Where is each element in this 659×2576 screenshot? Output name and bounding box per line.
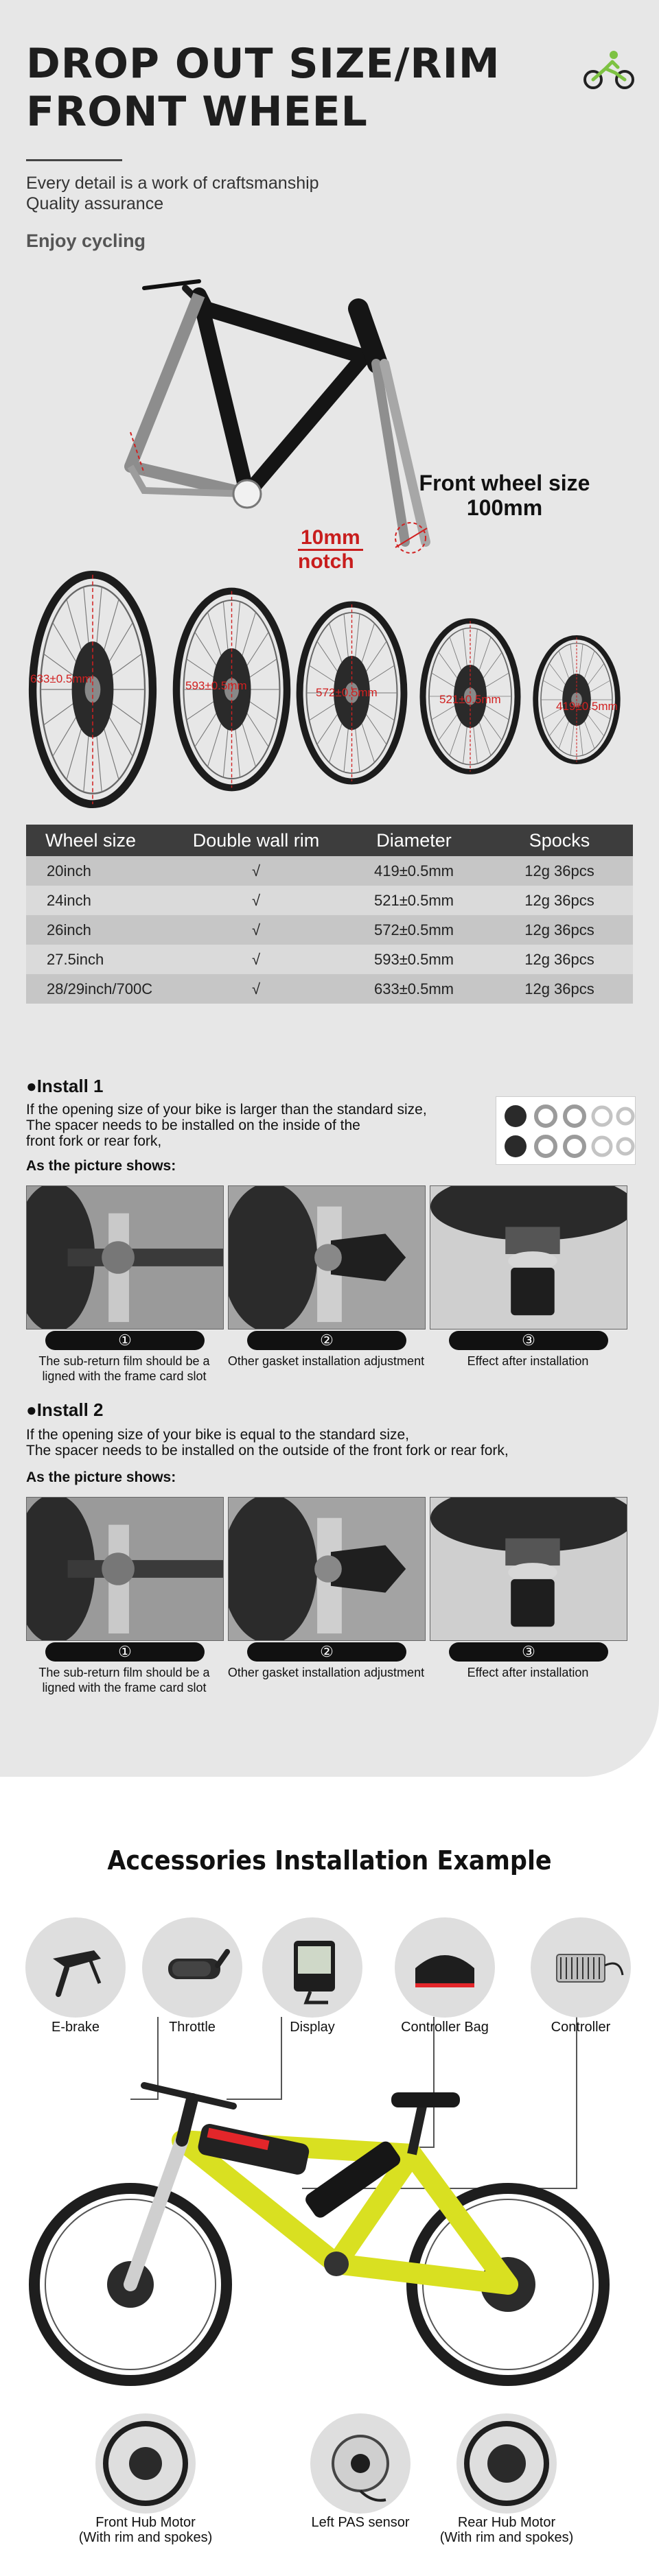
install2-step-3-caption (428, 1665, 627, 1680)
caption-line: The sub-return film should be a (38, 1354, 210, 1368)
wheel-4 (419, 617, 522, 775)
accessory-label-line: Left PAS sensor (311, 2515, 410, 2530)
install1-step-1-caption (25, 1354, 224, 1384)
install2-step-2-caption (227, 1665, 426, 1680)
rear-hub-motor-icon (456, 2413, 557, 2514)
install1-step-1-photo (26, 1185, 224, 1330)
cell-spocks: 12g 36pcs (524, 891, 594, 909)
caption-line: Effect after installation (467, 1666, 589, 1679)
cell-wheel-size: 27.5inch (47, 950, 104, 968)
install-2-shows: As the picture shows: (26, 1469, 176, 1485)
cell-double-wall-rim: √ (251, 891, 261, 909)
title-line-2: FRONT WHEEL (26, 88, 368, 136)
install-1-text-line-1: If the opening size of your bike is larger than the standard size, (26, 1102, 427, 1118)
spacer-parts-image (496, 1096, 636, 1165)
front-wheel-size (412, 471, 597, 520)
install2-step-2-photo (228, 1497, 426, 1641)
wheel-diameter-label: 419±0.5mm (556, 700, 618, 713)
notch-size: 10mm (298, 527, 363, 551)
title-line-1: DROP OUT SIZE/RIM (26, 40, 500, 88)
accessory-label-line: Rear Hub Motor (457, 2515, 556, 2530)
cell-wheel-size: 28/29inch/700C (47, 980, 153, 997)
cell-diameter: 593±0.5mm (373, 950, 454, 968)
install-1-text-line-2: The spacer needs to be installed on the inside of the (26, 1118, 360, 1133)
header-double-wall-rim: Double wall rim (192, 829, 320, 851)
wheel-diameter-label: 572±0.5mm (316, 686, 378, 699)
cyclist-icon (582, 49, 637, 91)
wheel-2 (172, 587, 292, 792)
install-2-text-line-2: The spacer needs to be installed on the outside of the front fork or rear fork, (26, 1443, 509, 1458)
wheel-1 (27, 569, 158, 810)
bike-frame-image (103, 268, 460, 576)
accessory-label: Display (290, 2020, 335, 2035)
wheel-5 (532, 635, 621, 765)
accessories-title: Accessories Installation Example (107, 1845, 552, 1876)
install-2-text (26, 1427, 509, 1458)
install1-step-2-number: ② (247, 1331, 406, 1350)
notch-label: notch (298, 550, 354, 573)
install1-step-3-photo (430, 1185, 627, 1330)
accessory-label: Controller (551, 2020, 611, 2035)
table-row (26, 974, 633, 1004)
table-row (26, 945, 633, 974)
install2-step-1-number: ① (45, 1642, 205, 1662)
install-1-heading: ●Install 1 (26, 1076, 104, 1096)
lcd-display-icon (262, 1917, 362, 2018)
install2-step-1-caption (25, 1665, 224, 1695)
accessory-label: E-brake (51, 2020, 100, 2035)
front-hub-motor-icon (95, 2413, 196, 2514)
caption-line: Other gasket installation adjustment (227, 1666, 425, 1679)
install2-step-2-number: ② (247, 1642, 406, 1662)
install1-step-2-photo (228, 1185, 426, 1330)
table-header (26, 825, 633, 856)
caption-line: ligned with the frame card slot (42, 1369, 207, 1383)
cell-double-wall-rim: √ (251, 862, 261, 879)
tagline-line-2: Quality assurance (26, 194, 164, 213)
spec-table (26, 825, 633, 1004)
wheel-diameter-label: 521±0.5mm (439, 693, 501, 706)
table-row (26, 856, 633, 886)
accessory-label (77, 2515, 214, 2545)
caption-line: Other gasket installation adjustment (227, 1354, 425, 1368)
tagline-line-1: Every detail is a work of craftsmanship (26, 174, 319, 193)
accessory-label-line: Front Hub Motor (95, 2515, 196, 2530)
controller-icon (531, 1917, 631, 2018)
wheel-diameter-label: 633±0.5mm (30, 672, 92, 685)
install1-step-2-caption (227, 1354, 426, 1369)
page-title (26, 40, 500, 136)
cell-diameter: 633±0.5mm (373, 980, 454, 997)
throttle-icon (142, 1917, 242, 2018)
install2-step-3-photo (430, 1497, 627, 1641)
table-row (26, 886, 633, 915)
cell-double-wall-rim: √ (251, 950, 261, 968)
install-2-heading: ●Install 2 (26, 1399, 104, 1420)
cell-wheel-size: 24inch (47, 891, 91, 909)
header-wheel-size: Wheel size (45, 829, 137, 851)
accessory-label (438, 2515, 575, 2545)
caption-line: ligned with the frame card slot (42, 1681, 207, 1694)
cell-diameter: 572±0.5mm (373, 921, 454, 938)
install-1-text-line-3: front fork or rear fork, (26, 1133, 162, 1149)
install1-step-3-number: ③ (449, 1331, 608, 1350)
accessory-label: Throttle (169, 2020, 216, 2035)
wheel-diameter-label: 593±0.5mm (185, 679, 247, 692)
install-1-text (26, 1102, 427, 1149)
divider (26, 159, 122, 161)
notch-annotation (298, 527, 363, 573)
install-1-shows: As the picture shows: (26, 1158, 176, 1174)
accessory-label (292, 2515, 429, 2530)
cell-spocks: 12g 36pcs (524, 862, 594, 879)
wheel-3 (295, 600, 408, 785)
accessory-label: Controller Bag (401, 2020, 489, 2035)
install2-step-1-photo (26, 1497, 224, 1641)
cell-wheel-size: 26inch (47, 921, 91, 938)
install1-step-1-number: ① (45, 1331, 205, 1350)
cell-spocks: 12g 36pcs (524, 950, 594, 968)
cell-double-wall-rim: √ (251, 921, 261, 938)
header-diameter: Diameter (376, 829, 452, 851)
install2-step-3-number: ③ (449, 1642, 608, 1662)
caption-line: Effect after installation (467, 1354, 589, 1368)
front-wheel-size-value: 100mm (466, 495, 543, 520)
tagline (26, 173, 319, 214)
install1-step-3-caption (428, 1354, 627, 1369)
ebike-image (27, 2031, 632, 2415)
cell-spocks: 12g 36pcs (524, 921, 594, 938)
enjoy-cycling: Enjoy cycling (26, 231, 146, 251)
cell-diameter: 521±0.5mm (373, 891, 454, 909)
wheel-size-lineup (0, 569, 659, 816)
pas-sensor-icon (310, 2413, 411, 2514)
front-wheel-size-label: Front wheel size (419, 471, 590, 495)
table-row (26, 915, 633, 945)
accessory-label-line: (With rim and spokes) (439, 2530, 574, 2545)
caption-line: The sub-return film should be a (38, 1666, 210, 1679)
accessory-label-line: (With rim and spokes) (78, 2530, 213, 2545)
install-2-text-line-1: If the opening size of your bike is equal to the standard size, (26, 1427, 410, 1443)
header-spocks: Spocks (529, 829, 590, 851)
cell-diameter: 419±0.5mm (373, 862, 454, 879)
brake-lever-icon (25, 1917, 126, 2018)
controller-bag-icon (395, 1917, 495, 2018)
cell-wheel-size: 20inch (47, 862, 91, 879)
cell-double-wall-rim: √ (251, 980, 261, 997)
cell-spocks: 12g 36pcs (524, 980, 594, 997)
